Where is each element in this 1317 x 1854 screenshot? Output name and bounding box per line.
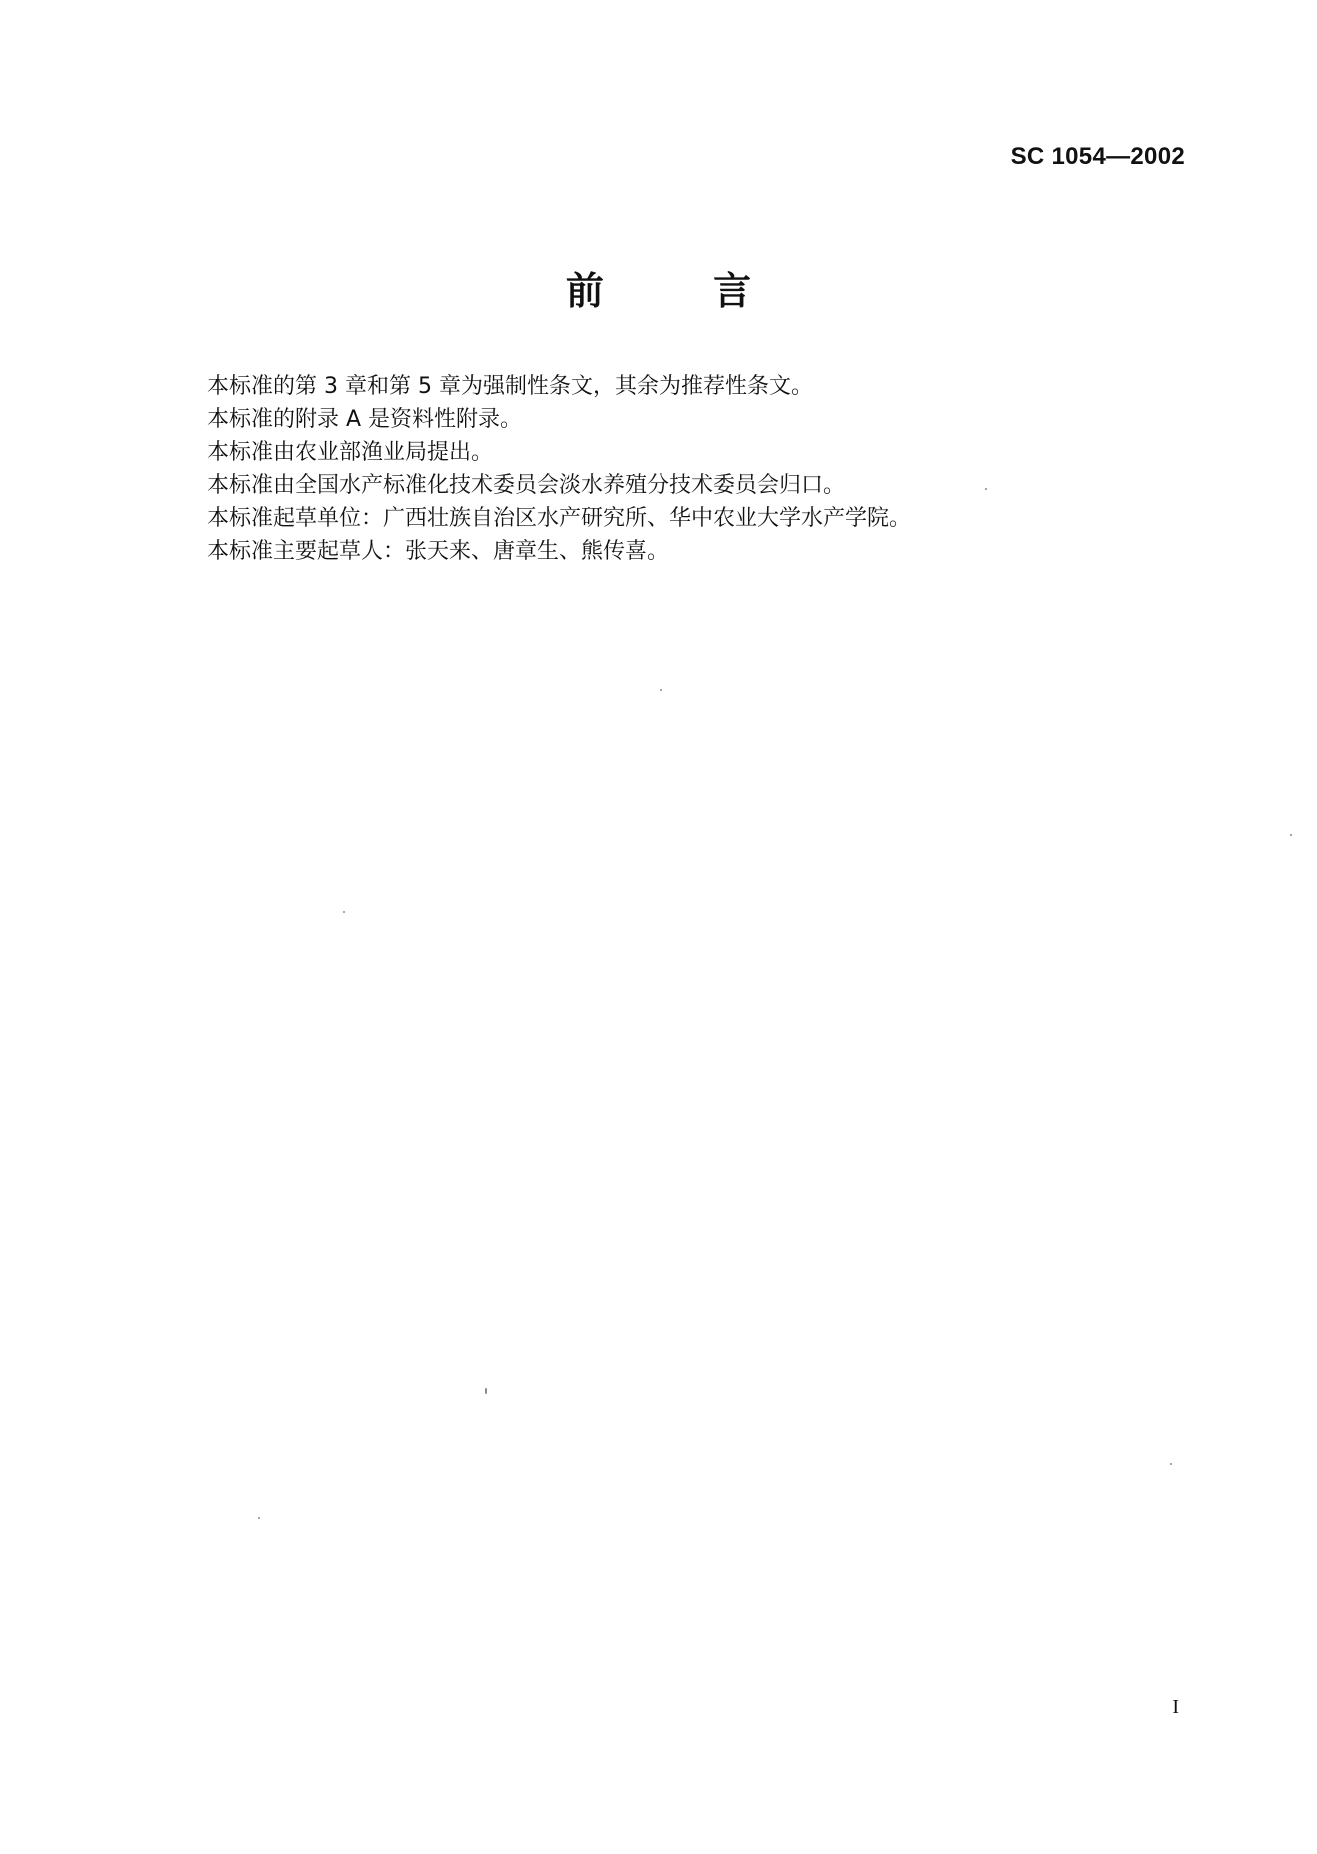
standard-code: SC 1054—2002	[1010, 143, 1185, 170]
foreword-paragraph: 本标准的附录 A 是资料性附录。	[207, 407, 523, 432]
scan-speck	[660, 689, 662, 691]
scan-speck	[1170, 1463, 1172, 1465]
scan-speck	[485, 1388, 487, 1394]
foreword-paragraph: 本标准由农业部渔业局提出。	[207, 440, 494, 465]
scan-speck	[985, 488, 987, 490]
foreword-paragraph: 本标准起草单位：广西壮族自治区水产研究所、华中农业大学水产学院。	[207, 506, 912, 531]
foreword-paragraph: 本标准由全国水产标准化技术委员会淡水养殖分技术委员会归口。	[207, 473, 846, 498]
scan-speck	[343, 911, 345, 913]
page-title: 前 言	[565, 269, 800, 313]
page-number: I	[1172, 1696, 1179, 1718]
foreword-paragraph: 本标准的第 3 章和第 5 章为强制性条文，其余为推荐性条文。	[207, 374, 813, 399]
foreword-body	[207, 370, 1137, 568]
scan-speck	[1290, 834, 1292, 836]
foreword-paragraph: 本标准主要起草人：张天来、唐章生、熊传喜。	[207, 539, 670, 564]
scan-speck	[258, 1517, 260, 1519]
